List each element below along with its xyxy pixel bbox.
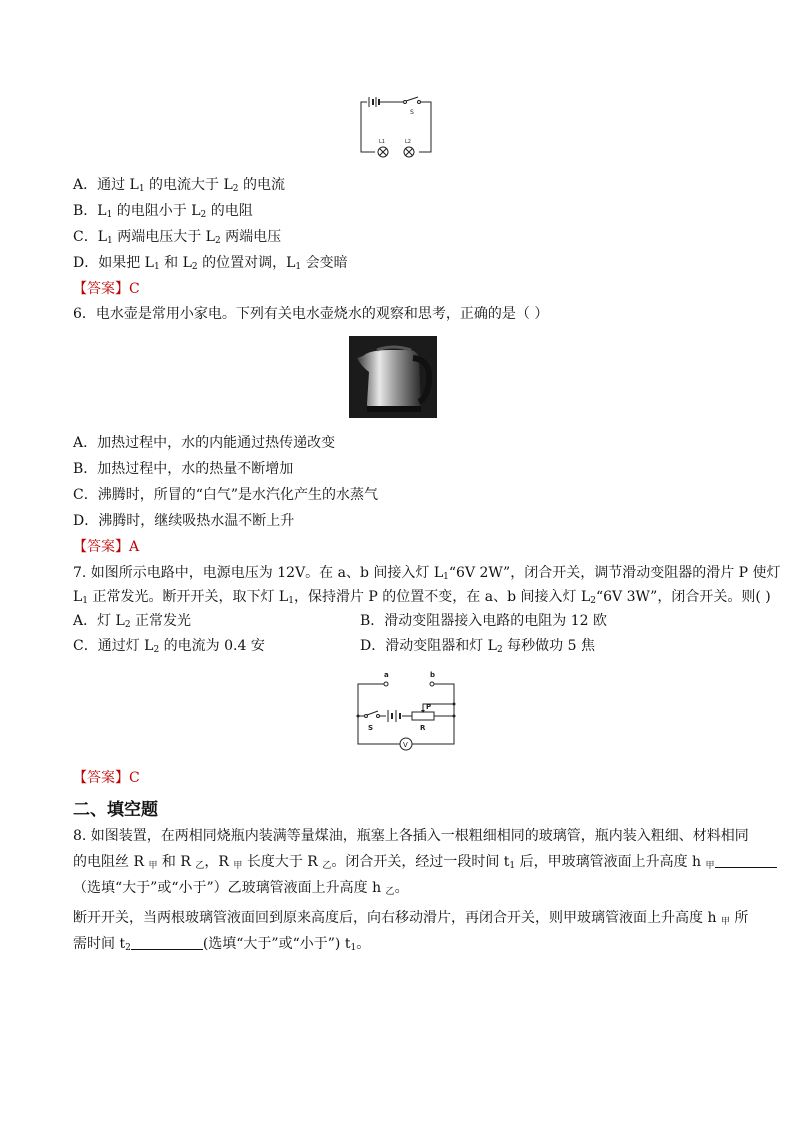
q7-terminal-a: a: [384, 671, 389, 679]
q7-resistor-label: R: [420, 724, 426, 732]
q7-terminal-b: b: [430, 671, 436, 679]
q7-option-a: A．灯 $L_2$ 正常发光: [73, 613, 192, 630]
q5-option-a: A．通过 $L_1$ 的电流大于 $L_2$ 的电流: [73, 177, 285, 194]
q6-option-c: C．沸腾时，所冒的“白气”是水汽化产生的水蒸气: [73, 487, 379, 503]
q8-blank-1[interactable]: [715, 853, 777, 868]
q5-option-d: D．如果把 $L_1$ 和 $L_2$ 的位置对调，$L_1$ 会变暗: [73, 255, 348, 272]
q7-answer: 【答案】C: [73, 770, 140, 786]
q7-voltmeter-label: V: [403, 741, 408, 749]
q7-option-c: C．通过灯 $L_2$ 的电流为 0.4 安: [73, 638, 265, 655]
q6-option-b: B．加热过程中，水的热量不断增加: [73, 461, 294, 477]
q5-circuit-figure: [355, 96, 437, 162]
q5-option-b: B．$L_1$ 的电阻小于 $L_2$ 的电阻: [73, 203, 253, 220]
q5-switch-label: S: [410, 109, 414, 116]
q5-option-c: C．$L_1$ 两端电压大于 $L_2$ 两端电压: [73, 229, 282, 246]
q7-circuit-figure: [350, 668, 460, 752]
q8-line5: 需时间 $t_2$ (选填“大于”或“小于”) $t_1$。: [73, 936, 371, 953]
q7-switch-label: S: [368, 724, 374, 732]
q5-lamp2-label: L2: [405, 139, 411, 145]
q8-line1: 8. 如图装置，在两相同烧瓶内装满等量煤油，瓶塞上各插入一根粗细相同的玻璃管，瓶内装入粗细、材料相同: [73, 828, 749, 844]
section-title: 二、填空题: [73, 800, 158, 820]
q6-stem: 6．电水壶是常用小家电。下列有关电水壶烧水的观察和思考，正确的是（ ）: [73, 306, 549, 322]
q6-answer: 【答案】A: [73, 539, 140, 555]
q7-slider-label: P: [426, 703, 432, 711]
q8-line3: （选填“大于”或“小于”）乙玻璃管液面上升高度 h $_乙$。: [73, 880, 409, 897]
q8-blank-2[interactable]: [131, 935, 203, 950]
kettle-icon: [349, 336, 437, 418]
q6-option-d: D．沸腾时，继续吸热水温不断上升: [73, 513, 295, 529]
q8-line4: 断开开关，当两根玻璃管液面回到原来高度后，向右移动滑片，再闭合开关，则甲玻璃管液面上升高度 h $_甲$ 所: [73, 910, 749, 927]
q7-option-b: B．滑动变阻器接入电路的电阻为 12 欧: [360, 613, 608, 629]
q7-stem-line1: 7. 如图所示电路中，电源电压为 12V。在 a、b 间接入灯 $L_1“6V$ 2W”，闭合开关，调节滑动变阻器的滑片 P 使灯: [73, 565, 781, 582]
q7-stem-line2: $L_1$ 正常发光。断开开关，取下灯 $L_1$，保持滑片 P 的位置不变，在 a、b 间接入灯 $L_2“6V$ 3W”，闭合开关。则( ): [73, 589, 771, 606]
q7-option-d: D．滑动变阻器和灯 $L_2$ 每秒做功 5 焦: [360, 638, 595, 655]
q5-answer: 【答案】C: [73, 281, 140, 297]
q6-option-a: A．加热过程中，水的内能通过热传递改变: [73, 435, 336, 451]
q8-line2: 的电阻丝 R $_甲$ 和 R $_乙$，R $_甲$ 长度大于 R $_乙$。闭合开关，经过一段时间 $t_1$ 后，甲玻璃管液面上升高度 h $_甲$: [73, 853, 777, 875]
q5-lamp1-label: L1: [379, 139, 385, 145]
